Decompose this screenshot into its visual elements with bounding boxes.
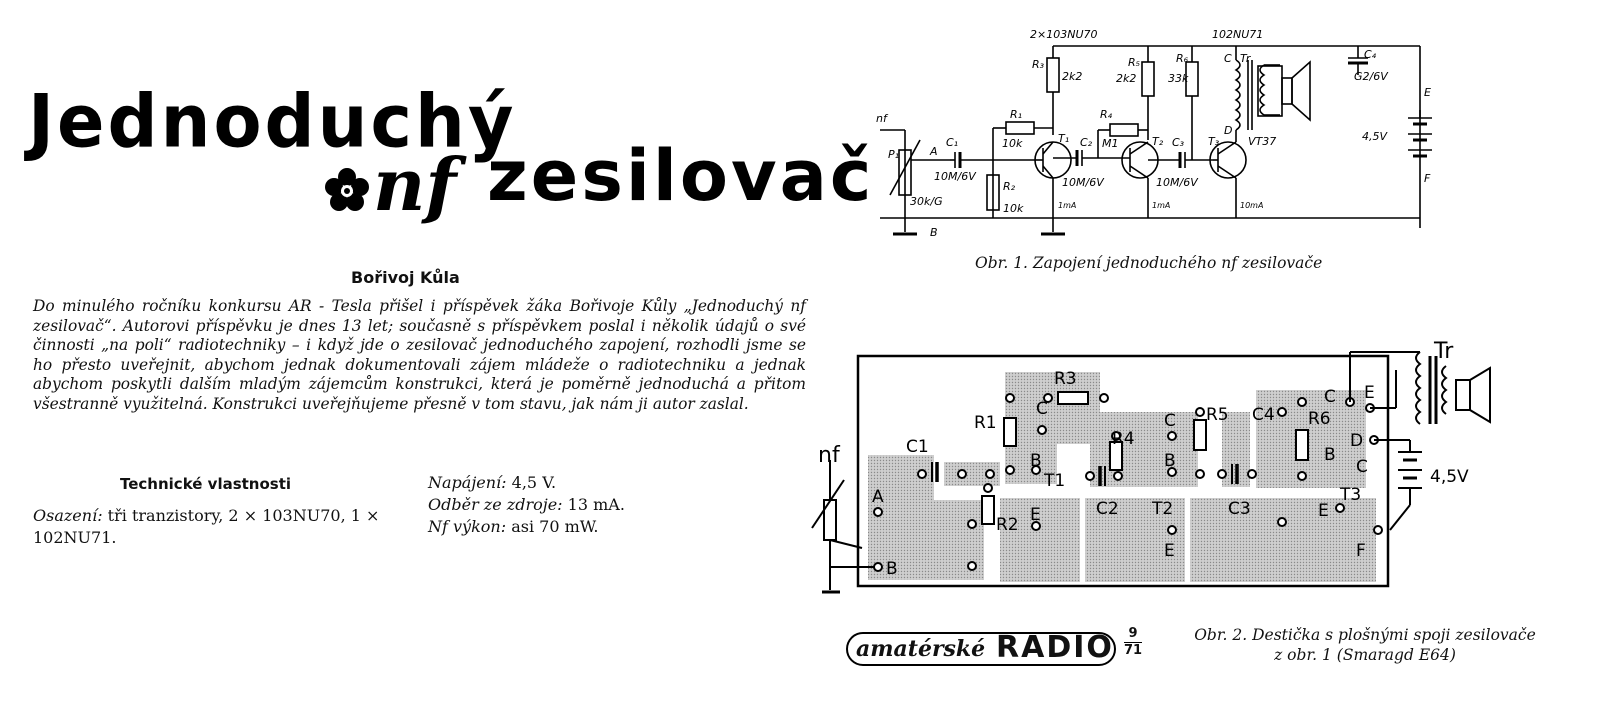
spec-odber bbox=[428, 494, 808, 516]
label-c1: C₁ bbox=[946, 136, 959, 149]
label-t3: T₃ bbox=[1208, 135, 1220, 148]
spec-napajeni-label: Napájení: bbox=[428, 473, 507, 492]
label-r2: R₂ bbox=[1003, 180, 1016, 193]
article-author: Bořivoj Kůla bbox=[351, 268, 460, 287]
pcb-label-e-t1: E bbox=[1030, 505, 1041, 525]
label-nf-in: nf bbox=[876, 112, 887, 125]
label-r4-value: M1 bbox=[1102, 137, 1119, 150]
pcb-label-r2: R2 bbox=[996, 515, 1019, 535]
pcb-layout bbox=[800, 340, 1590, 610]
label-a: A bbox=[930, 145, 938, 158]
label-transistors-pair: 2×103NU70 bbox=[1030, 28, 1098, 41]
label-current1: 1mA bbox=[1058, 201, 1077, 210]
label-r3: R₃ bbox=[1032, 58, 1045, 71]
issue-number-top: 9 bbox=[1128, 626, 1138, 641]
pcb-label-nf: nf bbox=[818, 443, 840, 468]
spec-osazeni-label: Osazení: bbox=[33, 506, 103, 525]
magazine-logo-radio: RADIO bbox=[996, 630, 1114, 665]
pcb-label-b-t1: B bbox=[1030, 451, 1042, 471]
magazine-logo-script: amatérské bbox=[856, 636, 986, 662]
pcb-label-tr: Tr bbox=[1434, 340, 1454, 364]
label-r4: R₄ bbox=[1100, 108, 1113, 121]
label-tr: Tr bbox=[1240, 52, 1251, 65]
pcb-label-pad-d: D bbox=[1350, 431, 1364, 451]
pcb-label-r4: R4 bbox=[1112, 429, 1135, 449]
article-intro: Do minulého ročníku konkursu AR - Tesla přišel i příspěvek žáka Bořivoje Kůly „Jednoduchý nf zesilovač“. Autorovi příspěvku je dnes 13 let; současně s příspěvkem poslal i několik údajů o své činnosti „na poli“ radiotechniky – i když jde o zesilovač jednoduchého zapojení, rozhodli jsme se ho přesto uveřejnit, abychom jednak dokumentovali zájem mládeže o radiotechniku a jednak abychom poskytli dalším mladým zájemcům konstrukci, která je poměrně jednoduchá a přitom všestranně využitelná. Konstrukci uveřejňujeme přesně v tom stavu, jak nám ji autor zaslal. bbox=[33, 297, 806, 413]
label-c2-value: 10M/6V bbox=[1062, 176, 1104, 189]
flower-icon bbox=[322, 165, 372, 215]
label-r3-value: 2k2 bbox=[1062, 70, 1083, 83]
pcb-label-b: B bbox=[886, 559, 898, 579]
spec-list-right bbox=[428, 472, 808, 538]
pcb-label-r3: R3 bbox=[1054, 369, 1077, 389]
label-p1-value: 30k/G bbox=[910, 195, 943, 208]
label-r5-value: 2k2 bbox=[1116, 72, 1137, 85]
pcb-label-c-t1: C bbox=[1036, 399, 1048, 419]
pcb-label-c4: C4 bbox=[1252, 405, 1275, 425]
label-r1-value: 10k bbox=[1002, 137, 1023, 150]
pcb-label-battery: 4,5V bbox=[1430, 467, 1469, 487]
label-d-pin: D bbox=[1224, 124, 1233, 137]
specs-heading: Technické vlastnosti bbox=[120, 475, 292, 493]
label-r2-value: 10k bbox=[1003, 202, 1024, 215]
pcb-label-b-t3: B bbox=[1324, 445, 1336, 465]
label-r6: R₆ bbox=[1176, 52, 1189, 65]
figure2-caption bbox=[1170, 625, 1560, 665]
label-c3: C₃ bbox=[1172, 136, 1185, 149]
label-current2: 1mA bbox=[1152, 201, 1171, 210]
pcb-label-c1: C1 bbox=[906, 437, 929, 457]
pcb-label-b-t2: B bbox=[1164, 451, 1176, 471]
issue-number-bottom: 71 bbox=[1124, 643, 1143, 658]
circuit-schematic bbox=[860, 20, 1590, 250]
label-c1-value: 10M/6V bbox=[934, 170, 976, 183]
pcb-label-r1: R1 bbox=[974, 413, 997, 433]
label-r6-value: 33k bbox=[1168, 72, 1189, 85]
pcb-label-t3: T3 bbox=[1340, 485, 1362, 505]
label-c4: C₄ bbox=[1364, 48, 1377, 61]
label-e-pin: E bbox=[1424, 86, 1431, 99]
pcb-label-e-t3: E bbox=[1318, 501, 1329, 521]
label-c3-value: 10M/6V bbox=[1156, 176, 1198, 189]
pcb-label-r6: R6 bbox=[1308, 409, 1331, 429]
article-title-line2: zesilovač bbox=[487, 135, 875, 217]
spec-osazeni bbox=[33, 505, 403, 549]
label-r5: R₅ bbox=[1128, 56, 1141, 69]
pcb-label-t1: T1 bbox=[1044, 471, 1066, 491]
label-t2: T₂ bbox=[1152, 135, 1164, 148]
pcb-label-e-t2: E bbox=[1164, 541, 1175, 561]
pcb-label-r5: R5 bbox=[1206, 405, 1229, 425]
pcb-label-pad-c: C bbox=[1324, 387, 1336, 407]
issue-number bbox=[1124, 626, 1142, 659]
pcb-label-pad-e: E bbox=[1364, 383, 1375, 403]
label-r1: R₁ bbox=[1010, 108, 1023, 121]
label-b: B bbox=[930, 226, 938, 239]
spec-napajeni-value: 4,5 V. bbox=[511, 473, 557, 492]
label-current3: 10mA bbox=[1240, 201, 1264, 210]
pcb-label-t2: T2 bbox=[1152, 499, 1174, 519]
spec-vykon bbox=[428, 516, 808, 538]
pcb-label-c-t3: C bbox=[1356, 457, 1368, 477]
figure2-caption-line1: Obr. 2. Destička s plošnými spoji zesilovače bbox=[1194, 626, 1536, 644]
pcb-label-c3: C3 bbox=[1228, 499, 1251, 519]
label-t1: T₁ bbox=[1058, 132, 1070, 145]
label-c4-value: G2/6V bbox=[1354, 70, 1388, 83]
spec-vykon-value: asi 70 mW. bbox=[511, 517, 599, 536]
label-battery: 4,5V bbox=[1362, 130, 1388, 143]
label-transistor-single: 102NU71 bbox=[1212, 28, 1264, 41]
article-title-nf: nf bbox=[373, 142, 457, 227]
spec-odber-value: 13 mA. bbox=[567, 495, 625, 514]
label-f-pin: F bbox=[1424, 172, 1431, 185]
label-c-pin: C bbox=[1224, 52, 1232, 65]
label-p1: P₁ bbox=[888, 148, 900, 161]
pcb-label-pad-f: F bbox=[1356, 541, 1366, 561]
pcb-label-c-t2: C bbox=[1164, 411, 1176, 431]
figure1-caption: Obr. 1. Zapojení jednoduchého nf zesilovače bbox=[975, 254, 1323, 272]
spec-vykon-label: Nf výkon: bbox=[428, 517, 507, 536]
label-c2: C₂ bbox=[1080, 136, 1093, 149]
pcb-label-a: A bbox=[872, 487, 884, 507]
spec-odber-label: Odběr ze zdroje: bbox=[428, 495, 563, 514]
pcb-label-c2: C2 bbox=[1096, 499, 1119, 519]
figure2-caption-line2: z obr. 1 (Smaragd E64) bbox=[1274, 646, 1456, 664]
label-vt: VT37 bbox=[1248, 135, 1277, 148]
spec-osazeni-value: tři tranzistory, 2 × 103NU70, 1 × 102NU71. bbox=[33, 506, 380, 547]
article-title-line1: Jednoduchý bbox=[28, 78, 517, 165]
spec-napajeni bbox=[428, 472, 808, 494]
magazine-logo bbox=[846, 624, 1136, 674]
